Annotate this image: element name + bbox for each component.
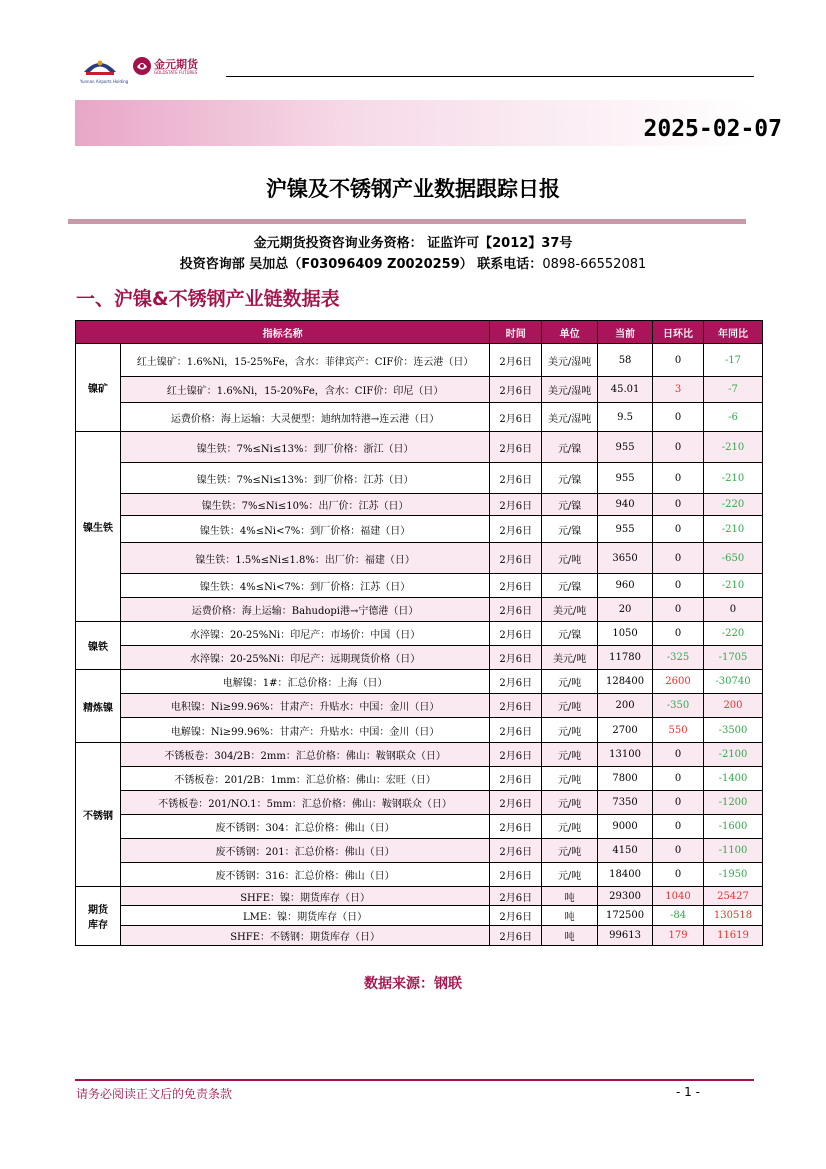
table-row <box>76 743 763 767</box>
time-cell: 2月6日 <box>490 791 542 815</box>
unit-cell: 元/镍 <box>542 463 598 494</box>
time-cell: 2月6日 <box>490 718 542 743</box>
current-value-cell: 955 <box>598 463 653 494</box>
time-cell: 2月6日 <box>490 516 542 543</box>
table-header-row <box>76 321 763 344</box>
time-cell: 2月6日 <box>490 839 542 863</box>
indicator-name-cell: 电解镍：1#：汇总价格：上海（日） <box>120 670 489 694</box>
header-yoy: 年同比 <box>703 321 762 344</box>
time-cell: 2月6日 <box>490 574 542 598</box>
current-value-cell: 13100 <box>598 743 653 767</box>
contact-text: 投资咨询部 吴加总（F03096409 Z0020259） 联系电话： <box>179 257 543 272</box>
table-row <box>76 887 763 906</box>
current-value-cell: 58 <box>598 344 653 377</box>
table-row <box>76 494 763 516</box>
indicator-name-cell: 不锈板卷：201/NO.1：5mm：汇总价格：佛山：鞍钢联众（日） <box>120 791 489 815</box>
time-cell: 2月6日 <box>490 543 542 574</box>
time-cell: 2月6日 <box>490 767 542 791</box>
current-value-cell: 99613 <box>598 926 653 946</box>
day-change-cell: 0 <box>653 494 704 516</box>
unit-cell: 元/吨 <box>542 767 598 791</box>
table-row <box>76 344 763 377</box>
unit-cell: 吨 <box>542 887 598 906</box>
table-row <box>76 815 763 839</box>
year-change-cell: -1705 <box>703 646 762 670</box>
table-row <box>76 463 763 494</box>
time-cell: 2月6日 <box>490 377 542 403</box>
unit-cell: 元/吨 <box>542 670 598 694</box>
day-change-cell: 0 <box>653 574 704 598</box>
page-title: 沪镍及不锈钢产业数据跟踪日报 <box>266 177 560 201</box>
footer-divider <box>75 1079 754 1081</box>
unit-cell: 元/吨 <box>542 791 598 815</box>
header-current: 当前 <box>598 321 653 344</box>
table-row <box>76 622 763 646</box>
day-change-cell: -350 <box>653 694 704 718</box>
day-change-cell: 2600 <box>653 670 704 694</box>
report-date: 2025-02-07 <box>643 116 782 142</box>
year-change-cell: -1950 <box>703 863 762 887</box>
indicator-name-cell: 不锈板卷：304/2B：2mm：汇总价格：佛山：鞍钢联众（日） <box>120 743 489 767</box>
year-change-cell: -210 <box>703 432 762 463</box>
data-source: 数据来源：钢联 <box>364 976 462 992</box>
day-change-cell: 0 <box>653 516 704 543</box>
day-change-cell: 0 <box>653 344 704 377</box>
year-change-cell: -17 <box>703 344 762 377</box>
year-change-cell: -650 <box>703 543 762 574</box>
table-row <box>76 516 763 543</box>
table-row <box>76 646 763 670</box>
time-cell: 2月6日 <box>490 494 542 516</box>
unit-cell: 元/吨 <box>542 543 598 574</box>
time-cell: 2月6日 <box>490 598 542 622</box>
category-cell: 期货 库存 <box>76 887 121 946</box>
year-change-cell: -220 <box>703 622 762 646</box>
time-cell: 2月6日 <box>490 863 542 887</box>
day-change-cell: -325 <box>653 646 704 670</box>
goldstate-logo <box>132 56 242 86</box>
qualification-line: 金元期货投资咨询业务资格： 证监许可【2012】37号 <box>253 236 573 251</box>
table-row <box>76 839 763 863</box>
unit-cell: 美元/湿吨 <box>542 403 598 432</box>
current-value-cell: 29300 <box>598 887 653 906</box>
category-cell: 精炼镍 <box>76 670 121 743</box>
table-row <box>76 906 763 926</box>
year-change-cell: -210 <box>703 574 762 598</box>
table-row <box>76 432 763 463</box>
unit-cell: 元/镍 <box>542 494 598 516</box>
indicator-name-cell: 镍生铁：4%≤Ni<7%：到厂价格：福建（日） <box>120 516 489 543</box>
table-row <box>76 574 763 598</box>
indicator-name-cell: 镍生铁：1.5%≤Ni≤1.8%：出厂价：福建（日） <box>120 543 489 574</box>
day-change-cell: 550 <box>653 718 704 743</box>
indicator-name-cell: 红土镍矿：1.6%Ni，15-25%Fe，含水：菲律宾产：CIF价：连云港（日） <box>120 344 489 377</box>
table-row <box>76 791 763 815</box>
day-change-cell: 179 <box>653 926 704 946</box>
time-cell: 2月6日 <box>490 743 542 767</box>
day-change-cell: 0 <box>653 863 704 887</box>
footer-disclaimer: 请务必阅读正文后的免责条款 <box>76 1087 233 1101</box>
day-change-cell: 0 <box>653 622 704 646</box>
current-value-cell: 45.01 <box>598 377 653 403</box>
time-cell: 2月6日 <box>490 463 542 494</box>
category-cell: 不锈钢 <box>76 743 121 887</box>
day-change-cell: 0 <box>653 463 704 494</box>
time-cell: 2月6日 <box>490 432 542 463</box>
time-cell: 2月6日 <box>490 344 542 377</box>
current-value-cell: 20 <box>598 598 653 622</box>
year-change-cell: -1200 <box>703 791 762 815</box>
unit-cell: 元/镍 <box>542 622 598 646</box>
table-row <box>76 543 763 574</box>
unit-cell: 元/镍 <box>542 516 598 543</box>
year-change-cell: -1100 <box>703 839 762 863</box>
indicator-name-cell: LME：镍：期货库存（日） <box>120 906 489 926</box>
indicator-name-cell: 镍生铁：4%≤Ni<7%：到厂价格：江苏（日） <box>120 574 489 598</box>
indicator-name-cell: 废不锈钢：304：汇总价格：佛山（日） <box>120 815 489 839</box>
unit-cell: 美元/吨 <box>542 598 598 622</box>
section-title: 一、沪镍&不锈钢产业链数据表 <box>76 288 340 310</box>
category-cell: 镍铁 <box>76 622 121 670</box>
current-value-cell: 2700 <box>598 718 653 743</box>
current-value-cell: 9000 <box>598 815 653 839</box>
unit-cell: 元/镍 <box>542 574 598 598</box>
indicator-name-cell: 镍生铁：7%≤Ni≤10%：出厂价：江苏（日） <box>120 494 489 516</box>
indicator-name-cell: 废不锈钢：201：汇总价格：佛山（日） <box>120 839 489 863</box>
current-value-cell: 3650 <box>598 543 653 574</box>
year-change-cell: 25427 <box>703 887 762 906</box>
unit-cell: 元/镍 <box>542 432 598 463</box>
indicator-name-cell: 水淬镍：20-25%Ni：印尼产：远期现货价格（日） <box>120 646 489 670</box>
current-value-cell: 128400 <box>598 670 653 694</box>
indicator-name-cell: 运费价格：海上运输：Bahudopi港→宁德港（日） <box>120 598 489 622</box>
indicator-name-cell: 水淬镍：20-25%Ni：印尼产：市场价：中国（日） <box>120 622 489 646</box>
day-change-cell: 0 <box>653 839 704 863</box>
time-cell: 2月6日 <box>490 694 542 718</box>
table-row <box>76 767 763 791</box>
header-dod: 日环比 <box>653 321 704 344</box>
table-row <box>76 863 763 887</box>
day-change-cell: 0 <box>653 543 704 574</box>
year-change-cell: -1600 <box>703 815 762 839</box>
current-value-cell: 172500 <box>598 906 653 926</box>
unit-cell: 美元/湿吨 <box>542 344 598 377</box>
indicator-name-cell: 电解镍：Ni≥99.96%：甘肃产：升贴水：中国：金川（日） <box>120 718 489 743</box>
day-change-cell: -84 <box>653 906 704 926</box>
time-cell: 2月6日 <box>490 887 542 906</box>
time-cell: 2月6日 <box>490 622 542 646</box>
indicator-name-cell: SHFE：不锈钢：期货库存（日） <box>120 926 489 946</box>
year-change-cell: -220 <box>703 494 762 516</box>
indicator-name-cell: 运费价格：海上运输：大灵便型：迪纳加特港→连云港（日） <box>120 403 489 432</box>
time-cell: 2月6日 <box>490 906 542 926</box>
indicator-name-cell: 红土镍矿：1.6%Ni，15-20%Fe，含水：CIF价：印尼（日） <box>120 377 489 403</box>
table-row <box>76 718 763 743</box>
table-row <box>76 926 763 946</box>
current-value-cell: 7350 <box>598 791 653 815</box>
day-change-cell: 0 <box>653 791 704 815</box>
day-change-cell: 0 <box>653 743 704 767</box>
current-value-cell: 18400 <box>598 863 653 887</box>
unit-cell: 元/吨 <box>542 863 598 887</box>
logo2-subtitle: GOLDSTATE FUTURES <box>154 70 198 75</box>
current-value-cell: 4150 <box>598 839 653 863</box>
unit-cell: 元/吨 <box>542 839 598 863</box>
indicator-name-cell: 电积镍：Ni≥99.96%：甘肃产：升贴水：中国：金川（日） <box>120 694 489 718</box>
unit-cell: 元/吨 <box>542 743 598 767</box>
year-change-cell: -7 <box>703 377 762 403</box>
day-change-cell: 0 <box>653 598 704 622</box>
day-change-cell: 0 <box>653 432 704 463</box>
time-cell: 2月6日 <box>490 815 542 839</box>
title-divider <box>68 219 746 224</box>
year-change-cell: -1400 <box>703 767 762 791</box>
current-value-cell: 940 <box>598 494 653 516</box>
logo1-subtitle: Yunnan Airports Holding <box>80 79 129 84</box>
header-logos <box>80 52 240 92</box>
yunnan-airports-logo <box>80 52 129 92</box>
header-unit: 单位 <box>542 321 598 344</box>
time-cell: 2月6日 <box>490 403 542 432</box>
indicator-name-cell: SHFE：镍：期货库存（日） <box>120 887 489 906</box>
year-change-cell: -210 <box>703 463 762 494</box>
unit-cell: 元/吨 <box>542 815 598 839</box>
data-table <box>75 320 763 946</box>
year-change-cell: -6 <box>703 403 762 432</box>
unit-cell: 美元/湿吨 <box>542 377 598 403</box>
unit-cell: 吨 <box>542 906 598 926</box>
unit-cell: 吨 <box>542 926 598 946</box>
indicator-name-cell: 不锈板卷：201/2B：1mm：汇总价格：佛山：宏旺（日） <box>120 767 489 791</box>
header-time: 时间 <box>490 321 542 344</box>
current-value-cell: 955 <box>598 432 653 463</box>
day-change-cell: 0 <box>653 403 704 432</box>
year-change-cell: 200 <box>703 694 762 718</box>
table-row <box>76 377 763 403</box>
current-value-cell: 960 <box>598 574 653 598</box>
header-name: 指标名称 <box>76 321 490 344</box>
year-change-cell: -3500 <box>703 718 762 743</box>
indicator-name-cell: 镍生铁：7%≤Ni≤13%：到厂价格：江苏（日） <box>120 463 489 494</box>
indicator-name-cell: 废不锈钢：316：汇总价格：佛山（日） <box>120 863 489 887</box>
year-change-cell: -2100 <box>703 743 762 767</box>
header-divider <box>226 76 754 77</box>
current-value-cell: 9.5 <box>598 403 653 432</box>
contact-phone: 0898-66552081 <box>542 257 647 272</box>
current-value-cell: 7800 <box>598 767 653 791</box>
indicator-name-cell: 镍生铁：7%≤Ni≤13%：到厂价格：浙江（日） <box>120 432 489 463</box>
contact-line <box>0 253 826 272</box>
current-value-cell: 1050 <box>598 622 653 646</box>
day-change-cell: 3 <box>653 377 704 403</box>
table-row <box>76 670 763 694</box>
unit-cell: 美元/吨 <box>542 646 598 670</box>
year-change-cell: -30740 <box>703 670 762 694</box>
day-change-cell: 1040 <box>653 887 704 906</box>
unit-cell: 元/吨 <box>542 718 598 743</box>
day-change-cell: 0 <box>653 815 704 839</box>
category-cell: 镍生铁 <box>76 432 121 622</box>
time-cell: 2月6日 <box>490 926 542 946</box>
table-row <box>76 598 763 622</box>
year-change-cell: 130518 <box>703 906 762 926</box>
page-number: - 1 - <box>676 1085 700 1099</box>
year-change-cell: 0 <box>703 598 762 622</box>
day-change-cell: 0 <box>653 767 704 791</box>
current-value-cell: 955 <box>598 516 653 543</box>
year-change-cell: -210 <box>703 516 762 543</box>
year-change-cell: 11619 <box>703 926 762 946</box>
category-cell: 镍矿 <box>76 344 121 432</box>
time-cell: 2月6日 <box>490 646 542 670</box>
unit-cell: 元/吨 <box>542 694 598 718</box>
table-row <box>76 694 763 718</box>
table-row <box>76 403 763 432</box>
logo2-name: 金元期货 <box>154 58 198 71</box>
current-value-cell: 11780 <box>598 646 653 670</box>
time-cell: 2月6日 <box>490 670 542 694</box>
current-value-cell: 200 <box>598 694 653 718</box>
